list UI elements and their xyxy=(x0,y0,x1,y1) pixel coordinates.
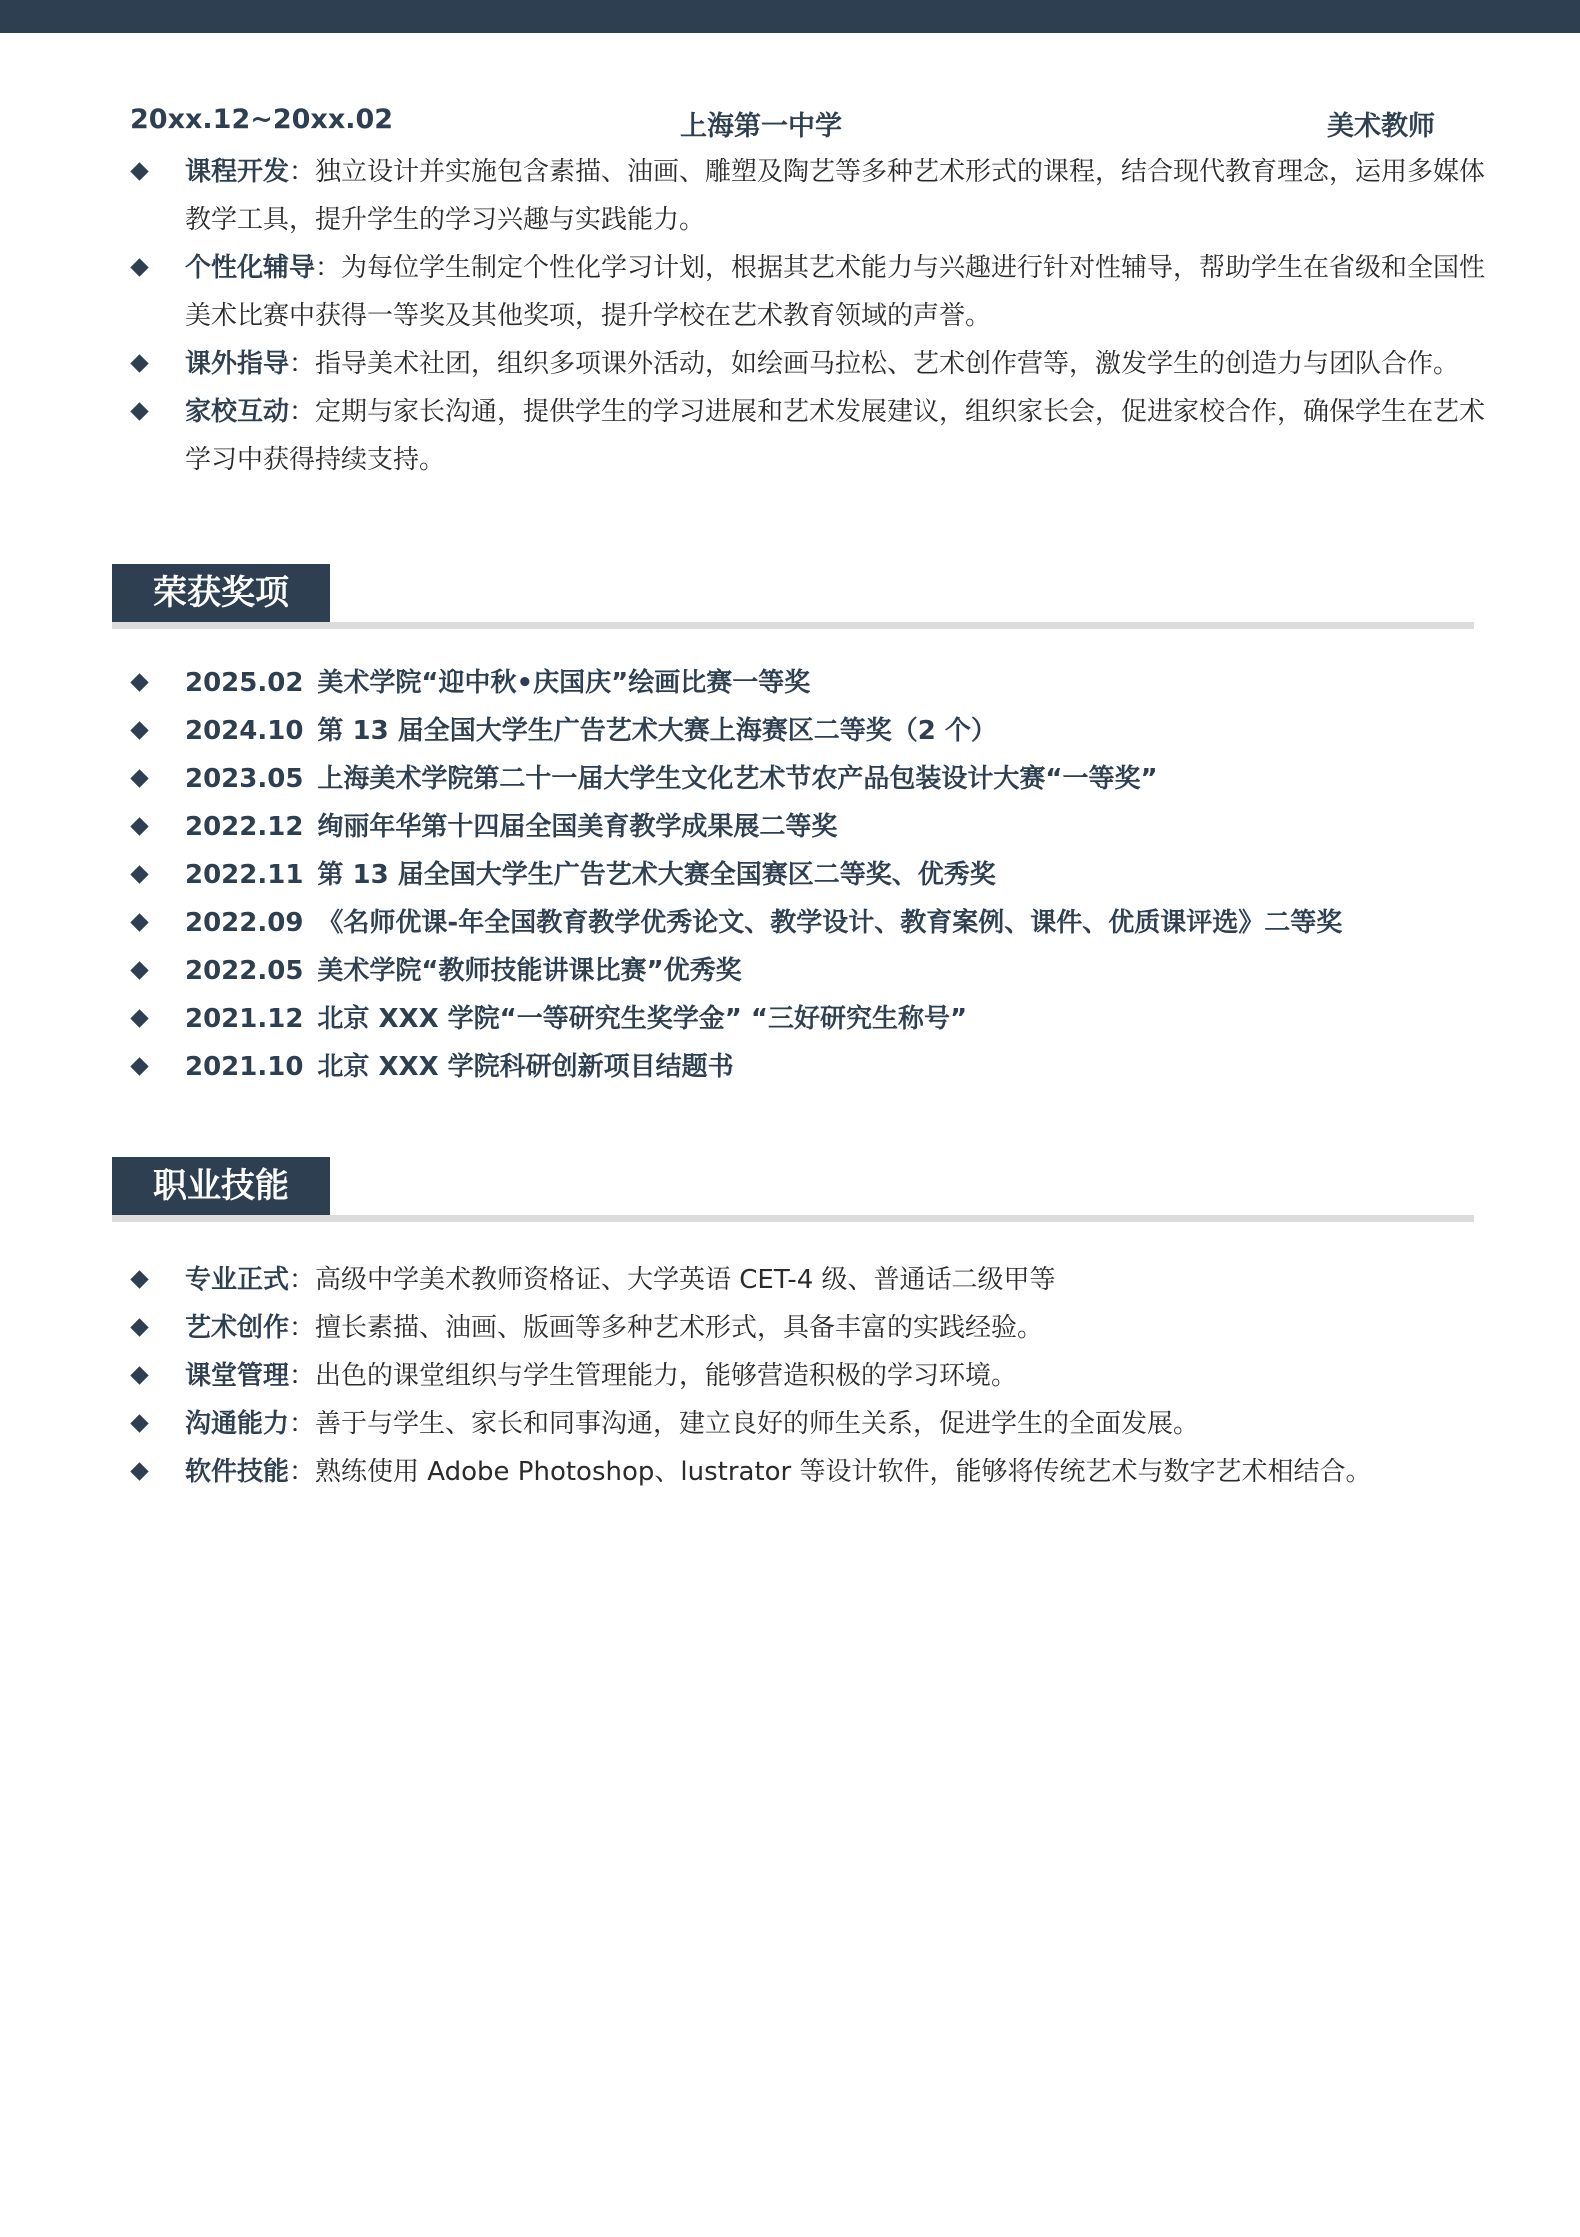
item-text: ：高级中学美术教师资格证、大学英语 CET-4 级、普通话二级甲等 xyxy=(289,1265,1056,1295)
list-item xyxy=(130,1043,1490,1091)
award-date: 2021.12 xyxy=(185,1004,304,1034)
skills-list xyxy=(130,1256,1490,1496)
award-date: 2024.10 xyxy=(185,716,304,746)
award-text: 《名师优课-年全国教育教学优秀论文、教学设计、教育案例、课件、优质课评选》二等奖 xyxy=(317,908,1343,938)
section-divider xyxy=(112,622,1474,629)
item-key: 软件技能 xyxy=(185,1457,290,1487)
diamond-bullet-icon xyxy=(130,1414,148,1432)
diamond-bullet-icon xyxy=(130,1057,148,1075)
job-role: 美术教师 xyxy=(1327,111,1435,142)
award-text: 北京 XXX 学院科研创新项目结题书 xyxy=(317,1052,734,1082)
list-item xyxy=(130,707,1490,755)
item-key: 家校互动 xyxy=(185,397,290,427)
diamond-bullet-icon xyxy=(130,1366,148,1384)
item-text: ：擅长素描、油画、版画等多种艺术形式，具备丰富的实践经验。 xyxy=(289,1313,1044,1343)
diamond-bullet-icon xyxy=(130,1270,148,1288)
award-text: 绚丽年华第十四届全国美育教学成果展二等奖 xyxy=(317,812,838,842)
job-header xyxy=(130,104,1435,144)
list-item xyxy=(130,851,1490,899)
diamond-bullet-icon xyxy=(130,162,148,180)
award-date: 2025.02 xyxy=(185,668,304,698)
list-item xyxy=(130,899,1490,947)
list-item xyxy=(130,659,1490,707)
award-text: 美术学院“迎中秋•庆国庆”绘画比赛一等奖 xyxy=(317,668,811,698)
section-title: 荣获奖项 xyxy=(112,564,330,622)
list-item xyxy=(130,755,1490,803)
award-text: 美术学院“教师技能讲课比赛”优秀奖 xyxy=(317,956,742,986)
award-text: 第 13 届全国大学生广告艺术大赛全国赛区二等奖、优秀奖 xyxy=(317,860,996,890)
item-key: 课外指导 xyxy=(185,349,290,379)
item-key: 课程开发 xyxy=(185,157,290,187)
item-key: 沟通能力 xyxy=(185,1409,290,1439)
list-item xyxy=(130,1352,1490,1400)
diamond-bullet-icon xyxy=(130,1318,148,1336)
item-text: ：指导美术社团，组织多项课外活动，如绘画马拉松、艺术创作营等，激发学生的创造力与团队合作。 xyxy=(289,349,1460,379)
list-item xyxy=(130,803,1490,851)
diamond-bullet-icon xyxy=(130,402,148,420)
item-key: 艺术创作 xyxy=(185,1313,290,1343)
awards-list xyxy=(130,659,1490,1091)
award-date: 2022.12 xyxy=(185,812,304,842)
award-date: 2022.05 xyxy=(185,956,304,986)
list-item xyxy=(130,995,1490,1043)
item-text: ：定期与家长沟通，提供学生的学习进展和艺术发展建议，组织家长会，促进家校合作，确保学生在艺术学习中获得持续支持。 xyxy=(185,397,1486,475)
list-item xyxy=(130,1304,1490,1352)
item-text: ：熟练使用 Adobe Photoshop、lustrator 等设计软件，能够将传统艺术与数字艺术相结合。 xyxy=(289,1457,1372,1487)
item-text: ：独立设计并实施包含素描、油画、雕塑及陶艺等多种艺术形式的课程，结合现代教育理念，运用多媒体教学工具，提升学生的学习兴趣与实践能力。 xyxy=(185,157,1486,235)
list-item xyxy=(130,340,1490,388)
list-item xyxy=(130,1448,1490,1496)
section-divider xyxy=(112,1215,1474,1222)
list-item xyxy=(130,388,1490,484)
award-text: 上海美术学院第二十一届大学生文化艺术节农产品包装设计大赛“一等奖” xyxy=(317,764,1158,794)
job-date: 20xx.12~20xx.02 xyxy=(130,104,394,135)
diamond-bullet-icon xyxy=(130,721,148,739)
diamond-bullet-icon xyxy=(130,354,148,372)
item-key: 专业正式 xyxy=(185,1265,290,1295)
diamond-bullet-icon xyxy=(130,258,148,276)
list-item xyxy=(130,1400,1490,1448)
top-banner xyxy=(0,0,1580,33)
item-text: ：出色的课堂组织与学生管理能力，能够营造积极的学习环境。 xyxy=(289,1361,1018,1391)
item-key: 个性化辅导 xyxy=(185,253,316,283)
diamond-bullet-icon xyxy=(130,817,148,835)
award-date: 2022.11 xyxy=(185,860,304,890)
diamond-bullet-icon xyxy=(130,865,148,883)
award-text: 第 13 届全国大学生广告艺术大赛上海赛区二等奖（2 个） xyxy=(317,716,997,746)
diamond-bullet-icon xyxy=(130,1009,148,1027)
diamond-bullet-icon xyxy=(130,1462,148,1480)
section-title: 职业技能 xyxy=(112,1157,330,1215)
item-key: 课堂管理 xyxy=(185,1361,290,1391)
award-date: 2022.09 xyxy=(185,908,304,938)
award-date: 2021.10 xyxy=(185,1052,304,1082)
list-item xyxy=(130,947,1490,995)
diamond-bullet-icon xyxy=(130,673,148,691)
award-date: 2023.05 xyxy=(185,764,304,794)
diamond-bullet-icon xyxy=(130,913,148,931)
item-text: ：善于与学生、家长和同事沟通，建立良好的师生关系，促进学生的全面发展。 xyxy=(289,1409,1200,1439)
diamond-bullet-icon xyxy=(130,769,148,787)
list-item xyxy=(130,244,1490,340)
skills-section-header xyxy=(112,1157,1474,1219)
item-text: ：为每位学生制定个性化学习计划，根据其艺术能力与兴趣进行针对性辅导，帮助学生在省级和全国性美术比赛中获得一等奖及其他奖项，提升学校在艺术教育领域的声誉。 xyxy=(185,253,1486,331)
diamond-bullet-icon xyxy=(130,961,148,979)
list-item xyxy=(130,148,1490,244)
awards-section-header xyxy=(112,564,1474,626)
work-duties-list xyxy=(130,148,1490,484)
job-school: 上海第一中学 xyxy=(680,111,842,142)
award-text: 北京 XXX 学院“一等研究生奖学金” “三好研究生称号” xyxy=(317,1004,968,1034)
list-item xyxy=(130,1256,1490,1304)
